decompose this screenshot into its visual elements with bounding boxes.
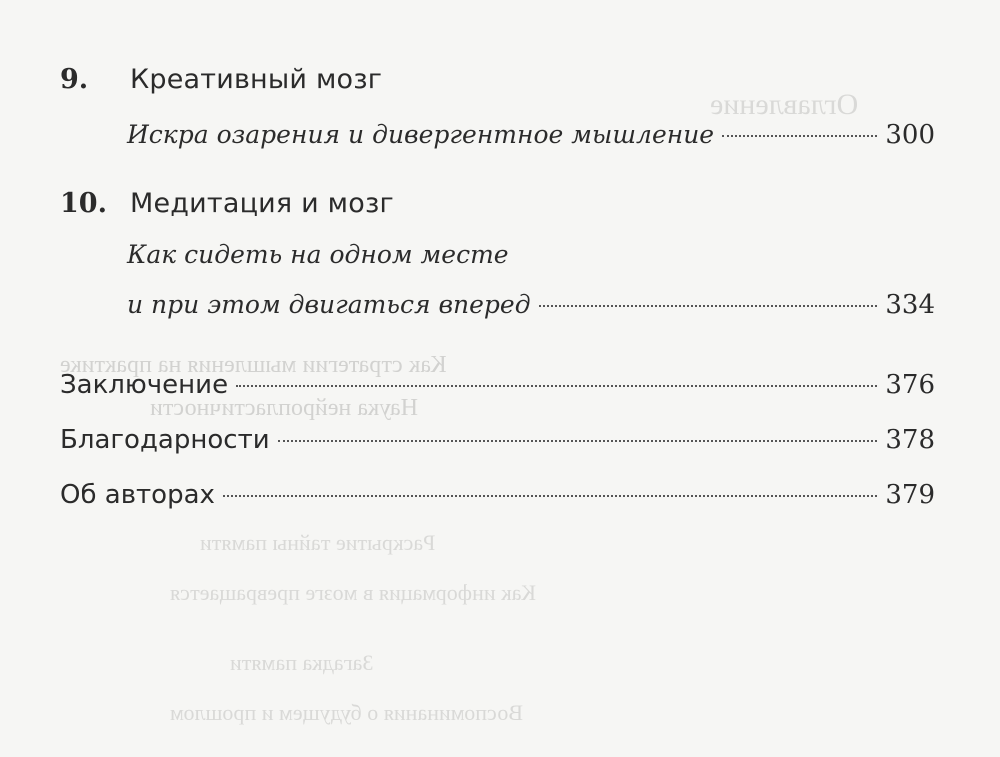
leader-dots <box>236 385 877 387</box>
entry-label: Благодарности <box>60 425 270 455</box>
leader-dots <box>223 495 877 497</box>
chapter-title: Медитация и мозг <box>130 188 394 219</box>
chapter-number: 10. <box>60 188 107 219</box>
entry-label: Об авторах <box>60 480 215 510</box>
chapter-10-subtitle-row <box>127 290 935 320</box>
show-through-text: Оглавление <box>710 88 859 121</box>
show-through-text: Наука нейропластичности <box>150 395 419 421</box>
toc-entry-acknowledgements <box>60 425 935 455</box>
page-number: 378 <box>885 425 935 455</box>
leader-dots <box>278 440 878 442</box>
chapter-10-heading <box>60 188 394 219</box>
show-through-text: Воспоминания о будущем и прошлом <box>170 700 523 725</box>
chapter-9-subtitle-row <box>127 120 935 150</box>
page-number: 379 <box>885 480 935 510</box>
entry-label: Заключение <box>60 370 229 400</box>
show-through-text: Раскрытие тайны памяти <box>200 530 436 555</box>
page-number: 334 <box>885 290 935 320</box>
leader-dots <box>539 305 878 307</box>
chapter-number: 9. <box>60 64 89 95</box>
leader-dots <box>722 135 877 137</box>
chapter-9-heading <box>60 64 382 95</box>
page-number: 300 <box>885 120 935 150</box>
show-through-text: Как информация в мозге превращается <box>170 580 536 605</box>
chapter-subtitle-line-1: Как сидеть на одном месте <box>127 240 509 269</box>
chapter-subtitle-line-2: и при этом двигаться вперед <box>127 290 531 319</box>
page-number: 376 <box>885 370 935 400</box>
chapter-title: Креативный мозг <box>130 64 383 95</box>
chapter-subtitle: Искра озарения и дивергентное мышление <box>127 120 715 149</box>
toc-entry-conclusion <box>60 370 935 400</box>
show-through-text: Как стратегии мышления на практике <box>60 352 447 378</box>
toc-entry-about-authors <box>60 480 935 510</box>
show-through-text: Загадка памяти <box>230 650 374 675</box>
